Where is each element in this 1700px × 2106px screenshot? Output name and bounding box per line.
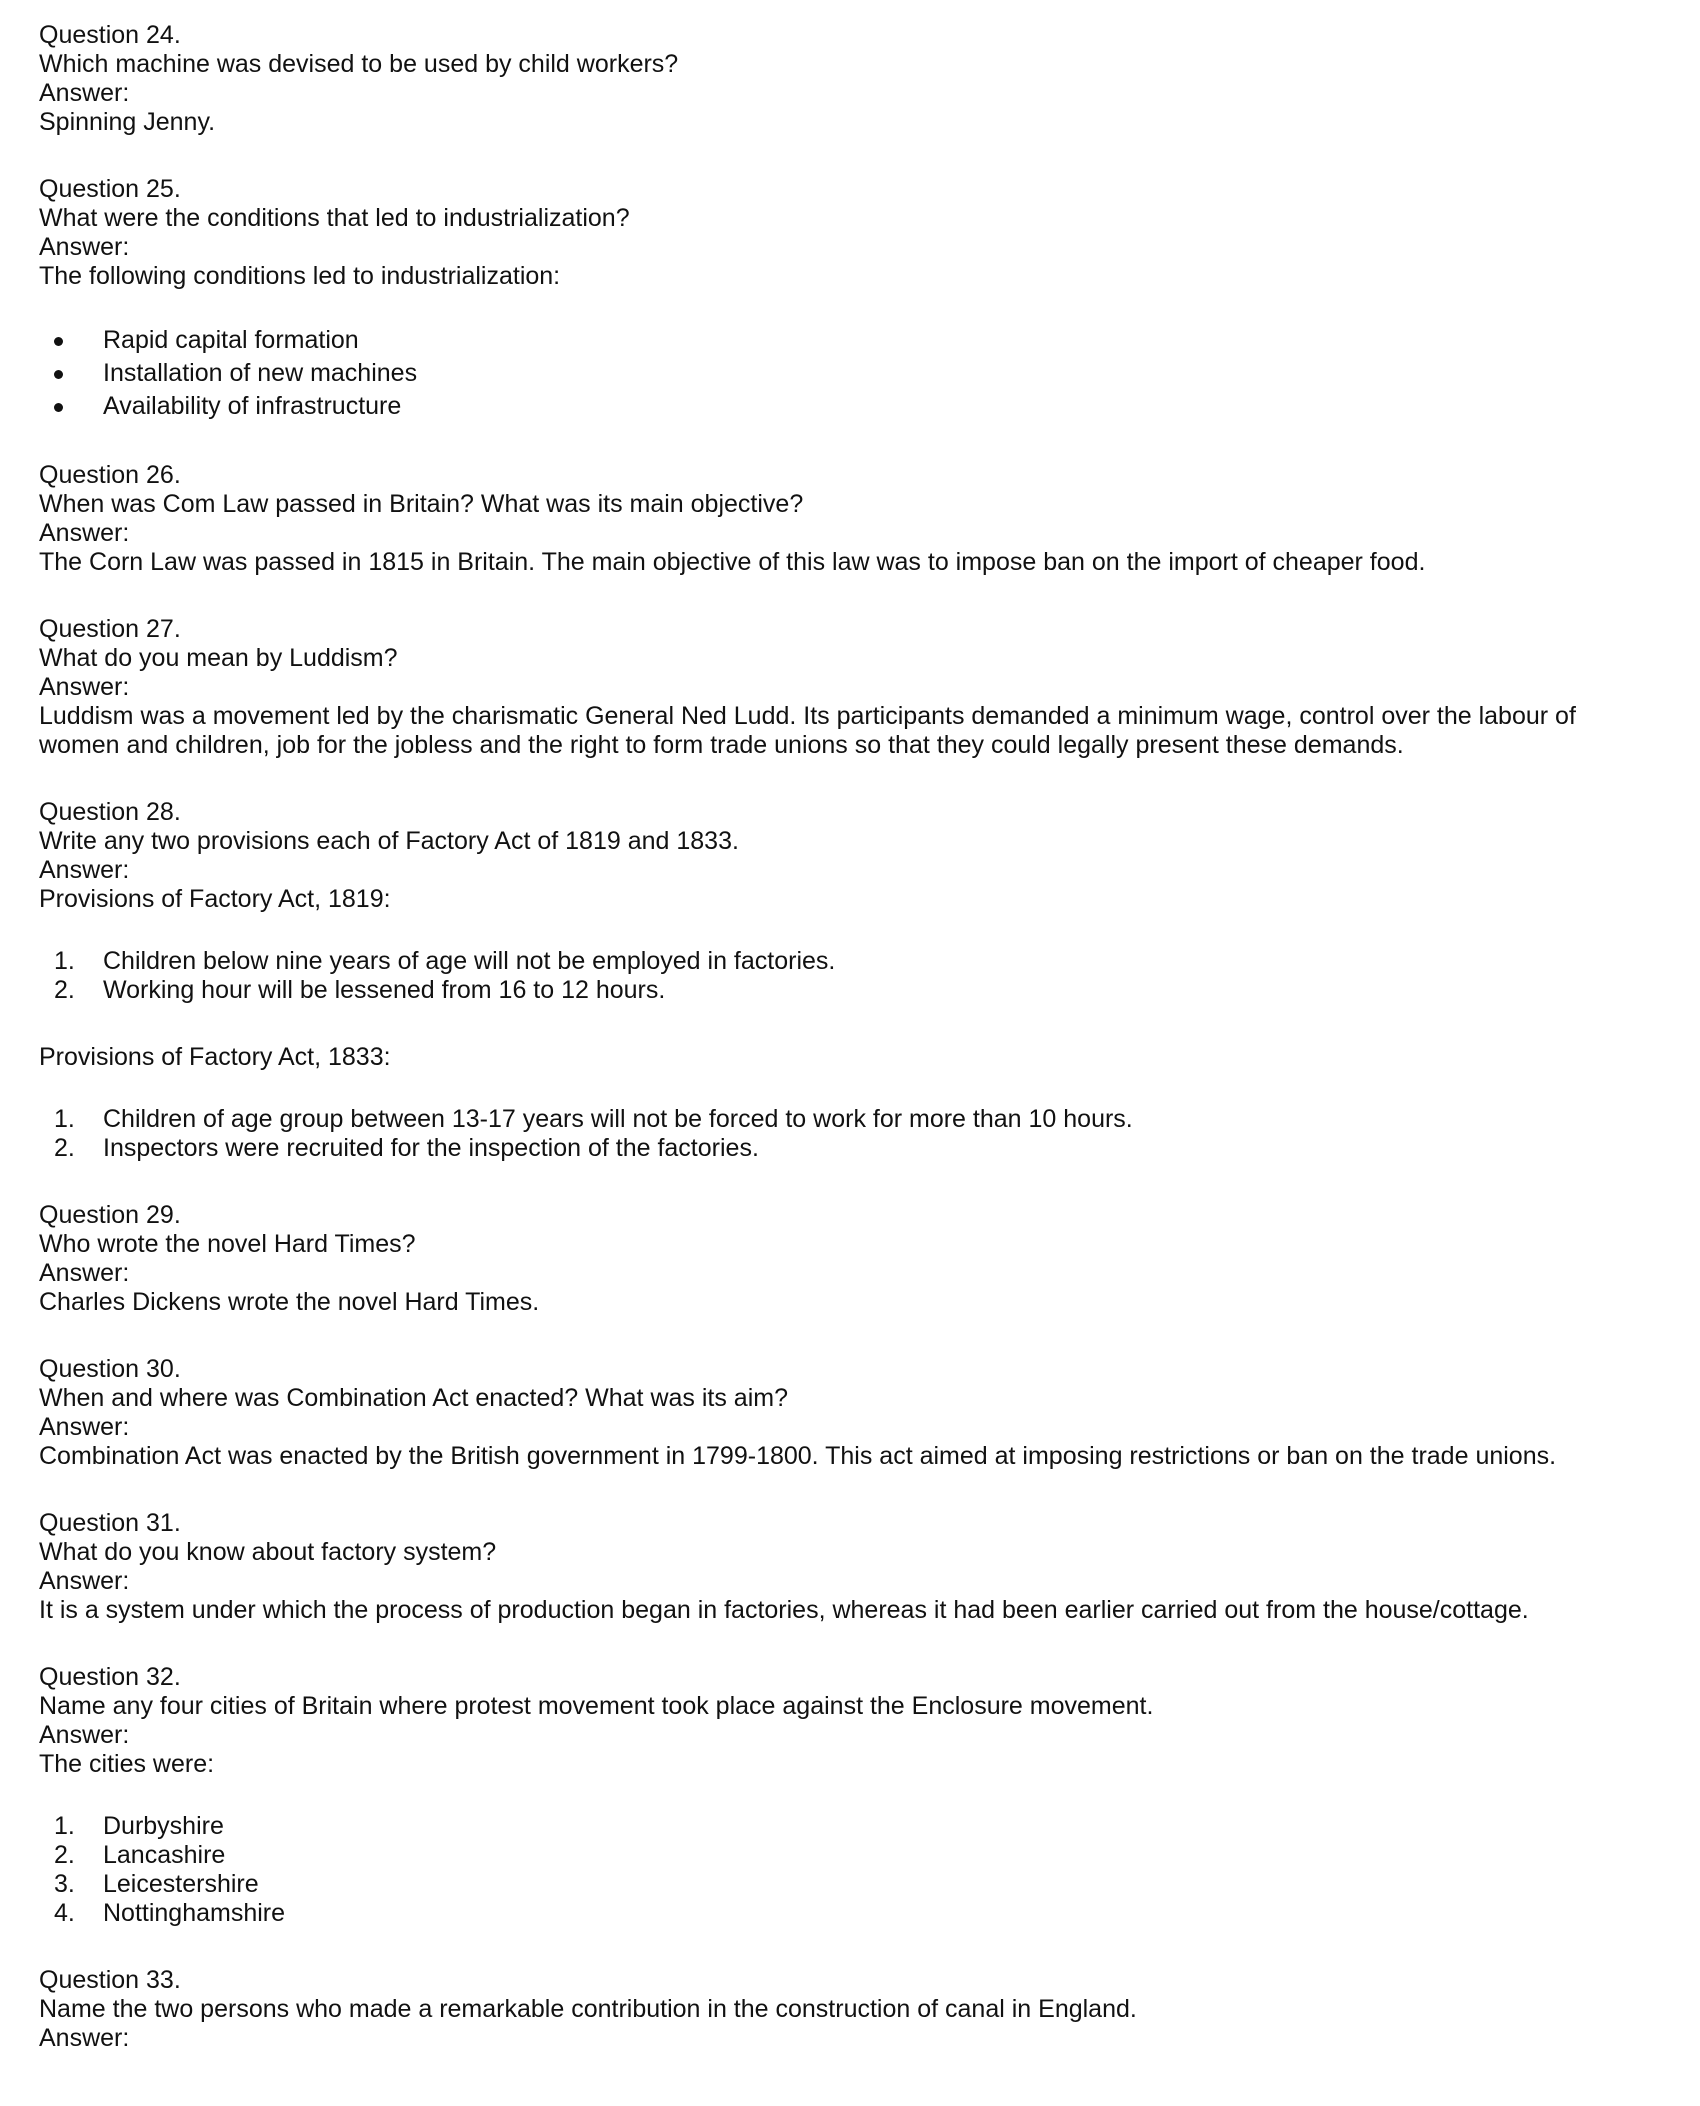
list-item-text: Durbyshire	[103, 1812, 224, 1840]
answer-text: The cities were:	[39, 1750, 215, 1778]
list-number: 1.	[54, 1105, 75, 1133]
question-label: Question 24.	[39, 21, 181, 49]
list-item	[39, 976, 1669, 1005]
list-number: 1.	[54, 947, 75, 975]
question-text: Write any two provisions each of Factory Act of 1819 and 1833.	[39, 827, 739, 855]
answer-label: Answer:	[39, 233, 130, 261]
qa-block-27	[39, 615, 1669, 760]
answer-label: Answer:	[39, 856, 130, 884]
answer-text-line-1: Luddism was a movement led by the charismatic General Ned Ludd. Its participants demanded a minimum wage, control over the labour of	[39, 702, 1576, 730]
list-item	[39, 1105, 1669, 1134]
answer-label: Answer:	[39, 1721, 130, 1749]
numbered-list-cities	[39, 1812, 1669, 1928]
answer-text: Charles Dickens wrote the novel Hard Times.	[39, 1288, 540, 1316]
bullet-list	[39, 324, 1669, 423]
question-text: Which machine was devised to be used by child workers?	[39, 50, 679, 78]
list-item-text: Lancashire	[103, 1841, 226, 1869]
qa-block-24	[39, 21, 1669, 137]
list-item	[39, 1870, 1669, 1899]
document-page	[39, 21, 1669, 2091]
list-item	[39, 1841, 1669, 1870]
question-label: Question 29.	[39, 1201, 181, 1229]
question-text: What do you mean by Luddism?	[39, 644, 398, 672]
list-number: 3.	[54, 1870, 75, 1898]
list-item-text: Inspectors were recruited for the inspection of the factories.	[103, 1134, 759, 1162]
list-item-text: Children of age group between 13-17 years will not be forced to work for more than 10 hours.	[103, 1105, 1133, 1133]
answer-text: Spinning Jenny.	[39, 108, 216, 136]
qa-block-33	[39, 1966, 1669, 2053]
answer-label: Answer:	[39, 673, 130, 701]
answer-text: It is a system under which the process of production began in factories, whereas it had been earlier carried out from the house/cottage.	[39, 1596, 1529, 1624]
qa-block-32	[39, 1663, 1669, 1928]
question-label: Question 25.	[39, 175, 181, 203]
answer-text: The Corn Law was passed in 1815 in Britain. The main objective of this law was to impose ban on the import of cheaper food.	[39, 548, 1426, 576]
question-label: Question 27.	[39, 615, 181, 643]
qa-block-31	[39, 1509, 1669, 1625]
list-item: Installation of new machines	[39, 357, 1669, 390]
list-number: 2.	[54, 1134, 75, 1162]
answer-subheading: Provisions of Factory Act, 1833:	[39, 1043, 391, 1071]
question-label: Question 26.	[39, 461, 181, 489]
list-number: 2.	[54, 1841, 75, 1869]
question-text: What do you know about factory system?	[39, 1538, 497, 1566]
list-number: 1.	[54, 1812, 75, 1840]
list-item	[39, 947, 1669, 976]
answer-text: The following conditions led to industrialization:	[39, 262, 561, 290]
list-item	[39, 1899, 1669, 1928]
numbered-list-1833	[39, 1105, 1669, 1163]
question-label: Question 32.	[39, 1663, 181, 1691]
qa-block-29	[39, 1201, 1669, 1317]
list-item-text: Leicestershire	[103, 1870, 259, 1898]
qa-block-30	[39, 1355, 1669, 1471]
answer-text-line-2: women and children, job for the jobless and the right to form trade unions so that they could legally present these demands.	[39, 731, 1404, 759]
qa-block-26	[39, 461, 1669, 577]
answer-label: Answer:	[39, 79, 130, 107]
list-item: Availability of infrastructure	[39, 390, 1669, 423]
list-item	[39, 1812, 1669, 1841]
list-item-text: Working hour will be lessened from 16 to 12 hours.	[103, 976, 666, 1004]
numbered-list-1819	[39, 947, 1669, 1005]
list-item: Rapid capital formation	[39, 324, 1669, 357]
question-label: Question 28.	[39, 798, 181, 826]
answer-label: Answer:	[39, 2024, 130, 2052]
question-text: Name any four cities of Britain where protest movement took place against the Enclosure movement.	[39, 1692, 1154, 1720]
question-text: Who wrote the novel Hard Times?	[39, 1230, 416, 1258]
answer-label: Answer:	[39, 519, 130, 547]
question-label: Question 30.	[39, 1355, 181, 1383]
list-number: 4.	[54, 1899, 75, 1927]
answer-label: Answer:	[39, 1413, 130, 1441]
question-text: Name the two persons who made a remarkable contribution in the construction of canal in England.	[39, 1995, 1137, 2023]
list-item	[39, 1134, 1669, 1163]
answer-label: Answer:	[39, 1259, 130, 1287]
qa-block-28	[39, 798, 1669, 1163]
answer-label: Answer:	[39, 1567, 130, 1595]
list-item-text: Nottinghamshire	[103, 1899, 286, 1927]
list-number: 2.	[54, 976, 75, 1004]
answer-text: Combination Act was enacted by the British government in 1799-1800. This act aimed at imposing restrictions or ban on the trade unions.	[39, 1442, 1557, 1470]
question-text: What were the conditions that led to industrialization?	[39, 204, 630, 232]
question-text: When and where was Combination Act enacted? What was its aim?	[39, 1384, 788, 1412]
question-label: Question 33.	[39, 1966, 181, 1994]
qa-block-25	[39, 175, 1669, 423]
list-item-text: Children below nine years of age will not be employed in factories.	[103, 947, 836, 975]
question-label: Question 31.	[39, 1509, 181, 1537]
question-text: When was Com Law passed in Britain? What was its main objective?	[39, 490, 804, 518]
answer-text: Provisions of Factory Act, 1819:	[39, 885, 391, 913]
